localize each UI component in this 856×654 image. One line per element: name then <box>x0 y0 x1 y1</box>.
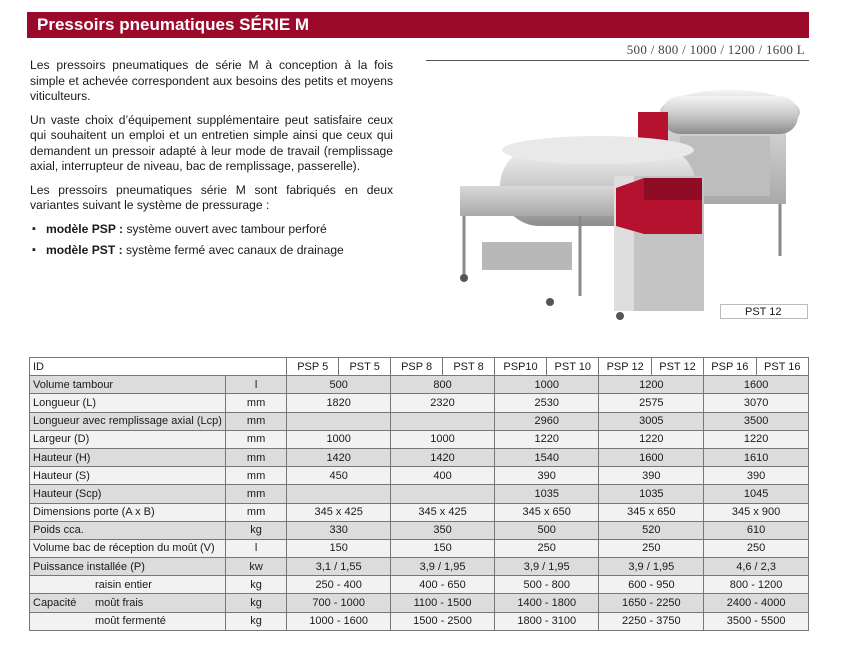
table-row <box>30 521 809 539</box>
row-value: 2530 <box>494 394 599 412</box>
capacity-range: 500 / 800 / 1000 / 1200 / 1600 L <box>426 42 809 61</box>
row-value: 610 <box>704 521 809 539</box>
row-label: Hauteur (Scp) <box>30 485 226 503</box>
row-value <box>391 412 495 430</box>
row-value: 345 x 900 <box>704 503 809 521</box>
row-unit: mm <box>225 503 286 521</box>
row-value: 4,6 / 2,3 <box>704 558 809 576</box>
model-header: PSP 8 <box>391 358 443 376</box>
row-value <box>287 485 391 503</box>
row-value: 345 x 650 <box>494 503 599 521</box>
press-photo <box>430 66 806 324</box>
table-row <box>30 412 809 430</box>
row-value: 1820 <box>287 394 391 412</box>
row-unit: mm <box>225 430 286 448</box>
row-value: 1220 <box>599 430 704 448</box>
row-unit: mm <box>225 394 286 412</box>
model-header: PSP10 <box>494 358 546 376</box>
model-header: PSP 12 <box>599 358 651 376</box>
intro-paragraph-3: Les pressoirs pneumatiques série M sont fabriqués en deux variantes suivant le système de pressurage : <box>30 182 393 212</box>
row-value: 1650 - 2250 <box>599 594 704 612</box>
row-value: 390 <box>494 467 599 485</box>
row-value: 1420 <box>287 448 391 466</box>
row-value: 1000 - 1600 <box>287 612 391 630</box>
row-value: 1420 <box>391 448 495 466</box>
specifications-table <box>29 357 809 631</box>
row-unit: kg <box>225 576 286 594</box>
model-header: PST 5 <box>339 358 391 376</box>
row-value: 1400 - 1800 <box>494 594 599 612</box>
id-header: ID <box>30 358 287 376</box>
table-row <box>30 430 809 448</box>
row-label: Dimensions porte (A x B) <box>30 503 226 521</box>
model-header: PST 10 <box>547 358 599 376</box>
model-description: système ouvert avec tambour perforé <box>123 221 327 236</box>
row-value: 1600 <box>704 376 809 394</box>
table-row <box>30 467 809 485</box>
row-value <box>391 485 495 503</box>
row-value: 3500 <box>704 412 809 430</box>
row-value: 3,9 / 1,95 <box>391 558 495 576</box>
row-value: 520 <box>599 521 704 539</box>
capacity-group-label <box>30 579 95 591</box>
row-value: 1540 <box>494 448 599 466</box>
row-unit: kg <box>225 594 286 612</box>
row-value: 2400 - 4000 <box>704 594 809 612</box>
row-value: 2960 <box>494 412 599 430</box>
model-name: modèle PSP : <box>46 221 124 236</box>
table-row <box>30 448 809 466</box>
row-unit: mm <box>225 412 286 430</box>
row-unit: kg <box>225 521 286 539</box>
row-value: 3005 <box>599 412 704 430</box>
capacity-row-label: raisin entier <box>95 578 152 591</box>
row-unit: kw <box>225 558 286 576</box>
capacity-group-label: Capacité <box>33 597 77 610</box>
row-value: 1100 - 1500 <box>391 594 495 612</box>
row-value: 250 <box>599 539 704 557</box>
row-value: 500 <box>287 376 391 394</box>
table-row <box>30 485 809 503</box>
row-value: 345 x 425 <box>391 503 495 521</box>
row-value: 1000 <box>391 430 495 448</box>
row-unit: mm <box>225 485 286 503</box>
model-list-item <box>30 222 393 238</box>
row-value: 150 <box>287 539 391 557</box>
capacity-group-label <box>30 615 95 627</box>
front-press-illustration <box>460 136 704 320</box>
row-value: 3,9 / 1,95 <box>494 558 599 576</box>
row-label: Hauteur (H) <box>30 448 226 466</box>
row-label: Poids cca. <box>30 521 226 539</box>
row-value: 1800 - 3100 <box>494 612 599 630</box>
table-row <box>30 394 809 412</box>
intro-paragraph-2: Un vaste choix d’équipement supplémentaire peut satisfaire ceux qui souhaitent un emploi et un entretien simple ainsi que ceux qui demandent un pressoir adapté à leur mode de travail (remplissage axial, interrupteur de niveau, bac de remplissage, passerelle). <box>30 112 393 173</box>
row-label: Volume tambour <box>30 376 226 394</box>
row-value: 150 <box>391 539 495 557</box>
row-unit: kg <box>225 612 286 630</box>
row-value: 2320 <box>391 394 495 412</box>
row-unit: l <box>225 376 286 394</box>
row-value: 250 <box>704 539 809 557</box>
row-value: 1000 <box>494 376 599 394</box>
table-row <box>30 612 809 630</box>
table-row <box>30 376 809 394</box>
table-header-row <box>30 358 809 376</box>
intro-paragraph-1: Les pressoirs pneumatiques de série M à conception à la fois simple et achevée correspondent aux besoins des petits et moyens viticulteurs. <box>30 58 393 103</box>
model-header: PST 12 <box>651 358 703 376</box>
row-value: 1035 <box>494 485 599 503</box>
row-label: Hauteur (S) <box>30 467 226 485</box>
row-value: 700 - 1000 <box>287 594 391 612</box>
row-value: 1500 - 2500 <box>391 612 495 630</box>
row-value: 2250 - 3750 <box>599 612 704 630</box>
model-header: PSP 16 <box>704 358 756 376</box>
row-value: 250 - 400 <box>287 576 391 594</box>
model-header: PST 8 <box>443 358 495 376</box>
row-label: Largeur (D) <box>30 430 226 448</box>
intro-text <box>30 58 393 265</box>
row-value: 350 <box>391 521 495 539</box>
capacity-label-cell <box>30 576 226 594</box>
row-value: 600 - 950 <box>599 576 704 594</box>
row-value: 250 <box>494 539 599 557</box>
table-row <box>30 558 809 576</box>
row-value: 1000 <box>287 430 391 448</box>
row-value: 1200 <box>599 376 704 394</box>
row-value: 390 <box>599 467 704 485</box>
row-value: 500 - 800 <box>494 576 599 594</box>
model-list-item <box>30 243 393 259</box>
capacity-row-label: moût frais <box>95 597 144 610</box>
row-value: 500 <box>494 521 599 539</box>
photo-caption: PST 12 <box>720 304 808 319</box>
row-value: 1220 <box>494 430 599 448</box>
row-value: 330 <box>287 521 391 539</box>
page-title: Pressoirs pneumatiques SÉRIE M <box>27 12 809 38</box>
model-description: système fermé avec canaux de drainage <box>122 243 344 257</box>
model-header: PST 16 <box>756 358 808 376</box>
row-value: 345 x 650 <box>599 503 704 521</box>
table-row <box>30 539 809 557</box>
row-value: 1610 <box>704 448 809 466</box>
row-value: 2575 <box>599 394 704 412</box>
row-value: 450 <box>287 467 391 485</box>
row-value: 800 - 1200 <box>704 576 809 594</box>
row-value: 3070 <box>704 394 809 412</box>
row-label: Puissance installée (P) <box>30 558 226 576</box>
capacity-label-cell <box>30 612 226 630</box>
row-value: 3,9 / 1,95 <box>599 558 704 576</box>
row-value: 3500 - 5500 <box>704 612 809 630</box>
capacity-label-cell <box>30 594 226 612</box>
table-row <box>30 576 809 594</box>
row-value: 390 <box>704 467 809 485</box>
row-unit: mm <box>225 467 286 485</box>
table-row <box>30 503 809 521</box>
model-name: modèle PST : <box>46 243 123 257</box>
table-row <box>30 594 809 612</box>
row-value: 1220 <box>704 430 809 448</box>
capacity-row-label: moût fermenté <box>95 615 166 628</box>
row-unit: l <box>225 539 286 557</box>
row-value: 345 x 425 <box>287 503 391 521</box>
model-list <box>30 222 393 259</box>
model-header: PSP 5 <box>287 358 339 376</box>
row-value: 400 <box>391 467 495 485</box>
row-value: 800 <box>391 376 495 394</box>
row-value: 3,1 / 1,55 <box>287 558 391 576</box>
row-unit: mm <box>225 448 286 466</box>
row-value: 400 - 650 <box>391 576 495 594</box>
row-value <box>287 412 391 430</box>
row-label: Longueur avec remplissage axial (Lcp) <box>30 412 226 430</box>
row-value: 1035 <box>599 485 704 503</box>
row-label: Volume bac de réception du moût (V) <box>30 539 226 557</box>
row-value: 1600 <box>599 448 704 466</box>
row-value: 1045 <box>704 485 809 503</box>
row-label: Longueur (L) <box>30 394 226 412</box>
